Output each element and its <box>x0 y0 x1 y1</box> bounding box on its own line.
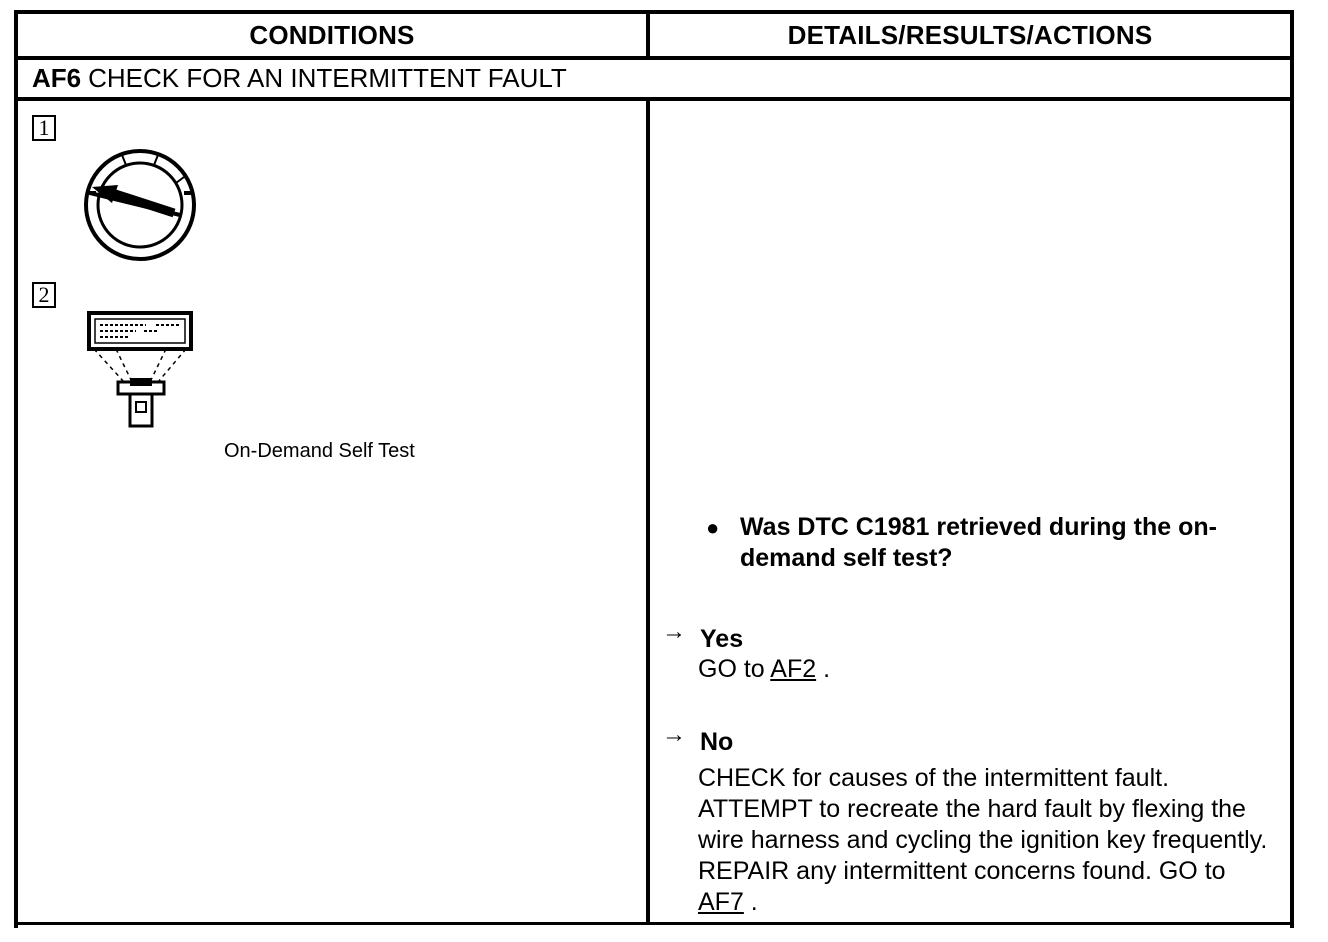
no-arrow-icon: → <box>662 721 686 748</box>
table-bottom-border <box>14 922 1294 925</box>
ignition-switch-icon <box>80 145 200 265</box>
bullet-icon: ● <box>706 515 720 540</box>
link-af2[interactable]: AF2 <box>770 655 817 683</box>
body-column-divider <box>646 97 650 925</box>
yes-action <box>698 654 1288 685</box>
step-title-text: CHECK FOR AN INTERMITTENT FAULT <box>88 62 567 93</box>
step-1-number: 1 <box>32 115 56 141</box>
link-af7[interactable]: AF7 <box>698 888 744 916</box>
yes-label: Yes <box>700 625 744 653</box>
no-action-suffix: . <box>743 888 758 916</box>
yes-arrow-icon: → <box>662 618 686 645</box>
scan-tool-icon <box>86 310 196 430</box>
step-code: AF6 <box>32 62 82 93</box>
step-title <box>32 60 567 96</box>
no-action-prefix: CHECK for causes of the intermittent fault. ATTEMPT to recreate the hard fault by flexing the wire harness and cycling the ignition key frequently. REPAIR any intermittent concerns found. GO to <box>698 764 1268 885</box>
conditions-header: CONDITIONS <box>249 19 415 50</box>
yes-action-prefix: GO to <box>698 655 771 683</box>
details-header: DETAILS/RESULTS/ACTIONS <box>787 19 1153 50</box>
step-2-number: 2 <box>32 282 56 308</box>
no-action <box>698 763 1273 918</box>
no-label: No <box>700 728 734 756</box>
question-text: Was DTC C1981 retrieved during the on-demand self test? <box>740 513 1217 572</box>
section-divider <box>14 97 1294 101</box>
yes-action-suffix: . <box>816 655 831 683</box>
step-2-caption: On-Demand Self Test <box>224 440 415 462</box>
